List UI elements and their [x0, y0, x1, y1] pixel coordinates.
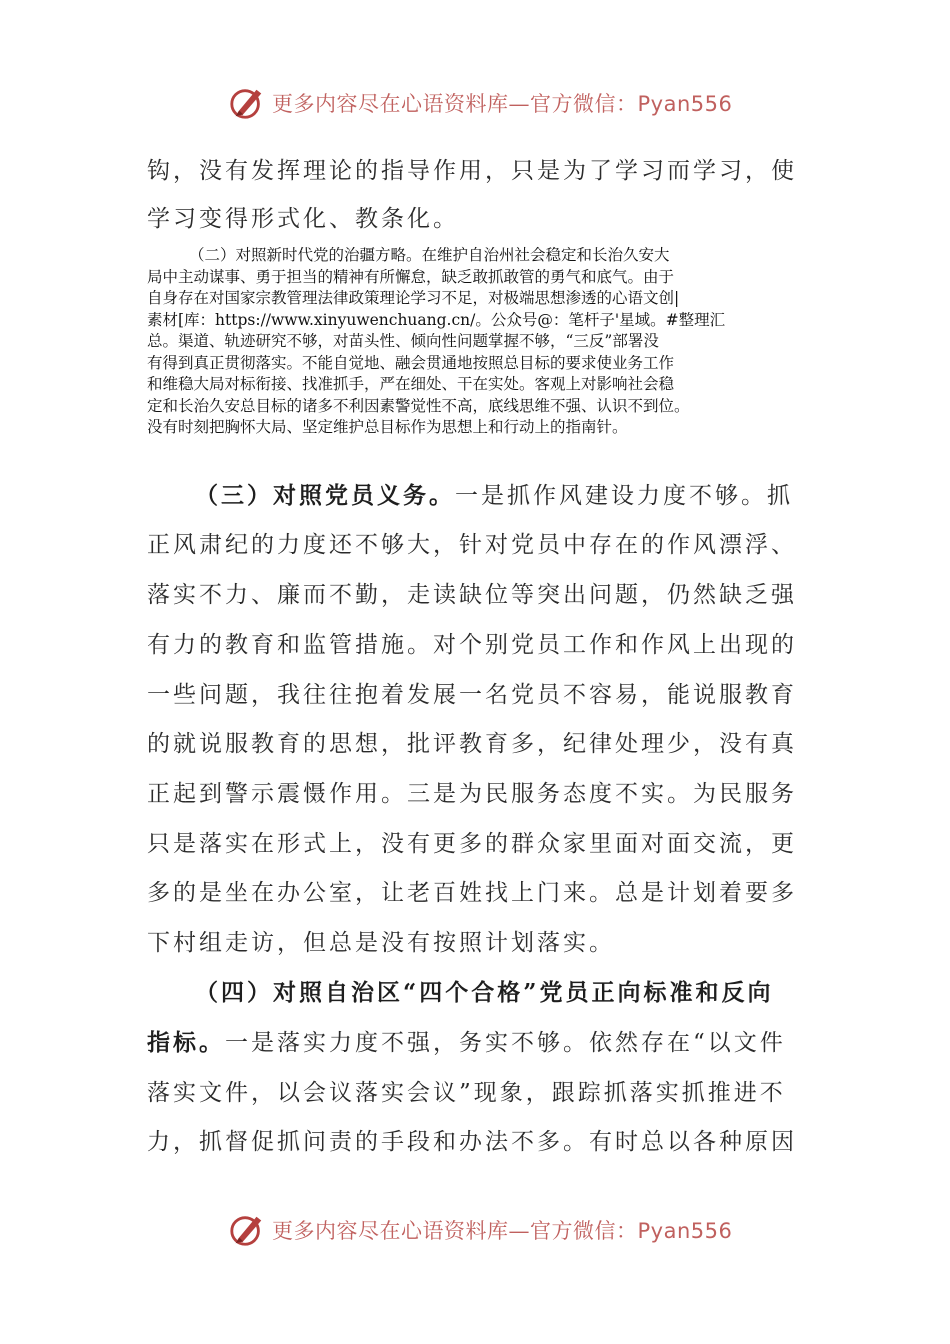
para2-line: 有得到真正贯彻落实。不能自觉地、融会贯通地按照总目标的要求使业务工作 [147, 353, 675, 372]
para2-line: 没有时刻把胸怀大局、坚定维护总目标作为思想上和行动上的指南针。 [147, 418, 628, 436]
para3-line: 只是落实在形式上，没有更多的群众家里面对面交流，更 [147, 831, 797, 857]
para2-line: 素材[库：https://www.xinyuwenchuang.cn/。公众号@：笔杆子'星域。#整理汇 [147, 310, 726, 329]
banner-text: 更多内容尽在心语资料库—官方微信：Pyan556 [272, 1219, 733, 1243]
para4-line: 落实文件，以会议落实会议”现象，跟踪抓落实抓推进不 [147, 1080, 786, 1106]
pen-logo-icon [228, 84, 266, 122]
para2-line: 和维稳大局对标衔接、找准抓手，严在细处、干在实处。客观上对影响社会稳 [147, 375, 675, 393]
header-banner [228, 81, 732, 125]
para2-line: 自身存在对国家宗教管理法律政策理论学习不足，对极端思想渗透的心语文创| [147, 289, 680, 307]
para2-line: （二）对照新时代党的治疆方略。在维护自治州社会稳定和长治久安大 [189, 246, 670, 264]
para4-heading-line-1: （四）对照自治区“四个合格”党员正向标准和反向 [195, 979, 774, 1006]
para1-line-2: 学习变得形式化、教条化。 [147, 206, 459, 232]
para3-line-1: （三）对照党员义务。一是抓作风建设力度不够。抓 [195, 482, 793, 509]
footer-banner [228, 1208, 732, 1252]
para1-line-1: 钩，没有发挥理论的指导作用，只是为了学习而学习，使 [147, 158, 797, 184]
para3-line: 一些问题，我往往抱着发展一名党员不容易，能说服教育 [147, 682, 797, 708]
para4-line-2: 指标。一是落实力度不强，务实不够。依然存在“以文件 [147, 1029, 786, 1056]
para2-block [147, 245, 812, 439]
para3-heading: （三）对照党员义务。 [195, 482, 455, 509]
para3-line: 下村组走访，但总是没有按照计划落实。 [147, 930, 615, 956]
para3-line: 落实不力、廉而不勤，走读缺位等突出问题，仍然缺乏强 [147, 582, 797, 608]
para4-heading-end: 指标。 [147, 1029, 225, 1056]
para3-line: 有力的教育和监管措施。对个别党员工作和作风上出现的 [147, 632, 797, 658]
para3-line: 正风肃纪的力度还不够大，针对党员中存在的作风漂浮、 [147, 532, 797, 558]
para2-line: 定和长治久安总目标的诸多不利因素警觉性不高，底线思维不强、认识不到位。 [147, 396, 690, 415]
para2-line: 局中主动谋事、勇于担当的精神有所懈怠，缺乏敢抓敢管的勇气和底气。由于 [147, 267, 675, 286]
para2-line: 总。渠道、轨迹研究不够，对苗头性、倾向性问题掌握不够，“三反”部署没 [147, 332, 659, 350]
banner-text: 更多内容尽在心语资料库—官方微信：Pyan556 [272, 92, 733, 116]
pen-logo-icon [228, 1211, 266, 1249]
para3-line: 正起到警示震慑作用。三是为民服务态度不实。为民服务 [147, 781, 797, 807]
para3-line: 多的是坐在办公室，让老百姓找上门来。总是计划着要多 [147, 880, 797, 906]
para4-line: 力，抓督促抓问责的手段和办法不多。有时总以各种原因 [147, 1129, 797, 1155]
para3-line: 的就说服教育的思想，批评教育多，纪律处理少，没有真 [147, 731, 797, 757]
